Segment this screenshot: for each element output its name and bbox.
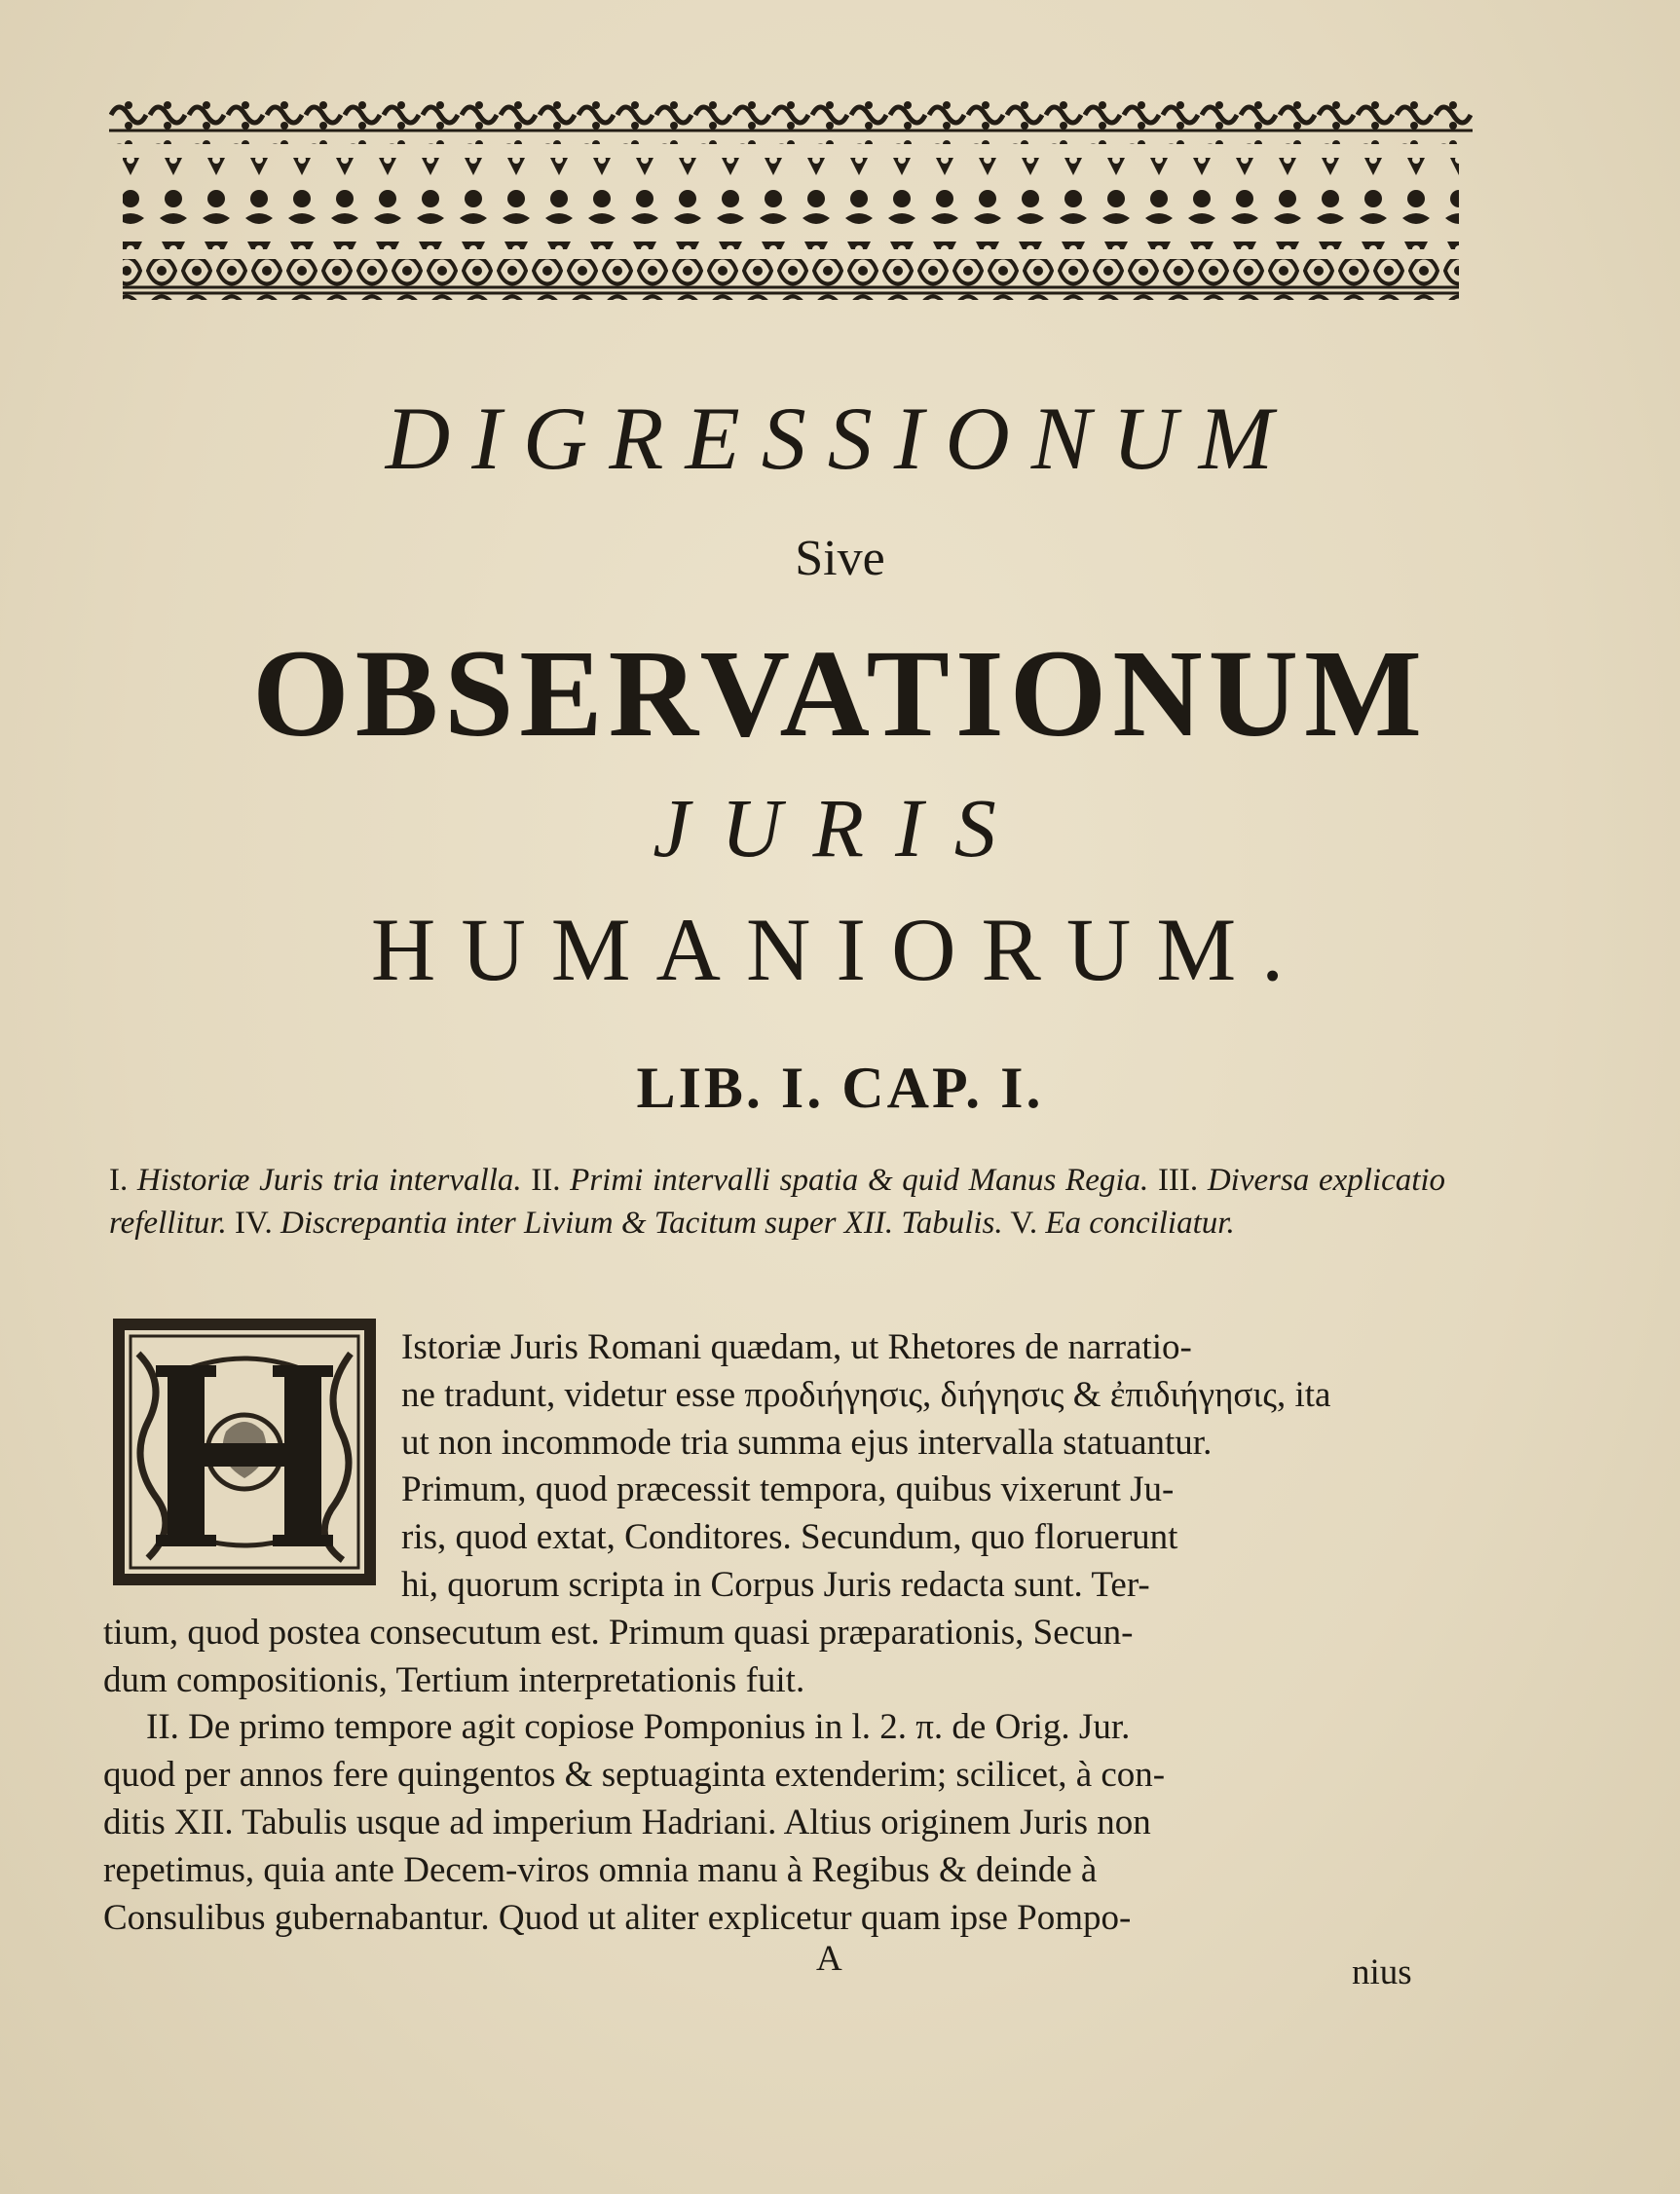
body-text [103,1324,1445,1942]
chapter-summary [109,1159,1445,1245]
ornamental-headpiece [109,95,1473,306]
summary-num: I. [109,1163,129,1198]
body-line: dum compositionis, Tertium interpretationis fuit. [103,1659,805,1700]
summary-num: III. [1157,1163,1199,1198]
body-line: II. De primo tempore agit copiose Pomponius in l. 2. π. de Orig. Jur. [146,1707,1131,1748]
title-sive: Sive [795,531,885,586]
signature-mark: A [816,1939,842,1979]
body-line: ris, quod extat, Conditores. Secundum, quo floruerunt [401,1517,1178,1558]
body-line: tium, quod postea consecutum est. Primum quasi præparationis, Secun- [103,1612,1134,1653]
summary-num: II. [531,1163,561,1198]
title-observationum: OBSERVATIONUM [252,624,1428,762]
title-juris: JURIS [653,781,1027,874]
chapter-heading: LIB. I. CAP. I. [636,1056,1044,1120]
body-line: ne tradunt, videtur esse προδιήγησις, διήγησις & ἐπιδιήγησις, ita [401,1374,1331,1415]
body-line: Consulibus gubernabantur. Quod ut aliter explicetur quam ipse Pompo- [103,1897,1132,1938]
title-humaniorum: HUMANIORUM. [370,900,1310,999]
summary-item: Primi intervalli spatia & quid Manus Regia. [570,1163,1149,1198]
body-line: Istoriæ Juris Romani quædam, ut Rhetores de narratio- [401,1327,1192,1367]
body-line: Primum, quod præcessit tempora, quibus vixerunt Ju- [401,1469,1175,1510]
summary-item: Discrepantia inter Livium & Tacitum super XII. Tabulis. [280,1206,1003,1241]
summary-item: Historiæ Juris tria intervalla. [136,1163,522,1198]
summary-item: Ea conciliatur. [1045,1206,1235,1241]
body-line: quod per annos fere quingentos & septuaginta extenderim; scilicet, à con- [103,1755,1166,1796]
summary-item: Diversa explicatio refellitur. [109,1163,1446,1241]
title-digressionum: DIGRESSIONUM [385,389,1295,488]
body-line: hi, quorum scripta in Corpus Juris redacta sunt. Ter- [401,1564,1150,1605]
page-footer [0,1938,1680,1996]
body-line: repetimus, quia ante Decem-viros omnia manu à Regibus & deinde à [103,1849,1098,1890]
catchword: nius [1352,1952,1412,1992]
summary-num: IV. [234,1206,273,1241]
body-line: ut non incommode tria summa ejus intervalla statuantur. [401,1422,1213,1463]
body-line: ditis XII. Tabulis usque ad imperium Hadriani. Altius originem Juris non [103,1802,1151,1842]
summary-num: V. [1010,1206,1038,1241]
